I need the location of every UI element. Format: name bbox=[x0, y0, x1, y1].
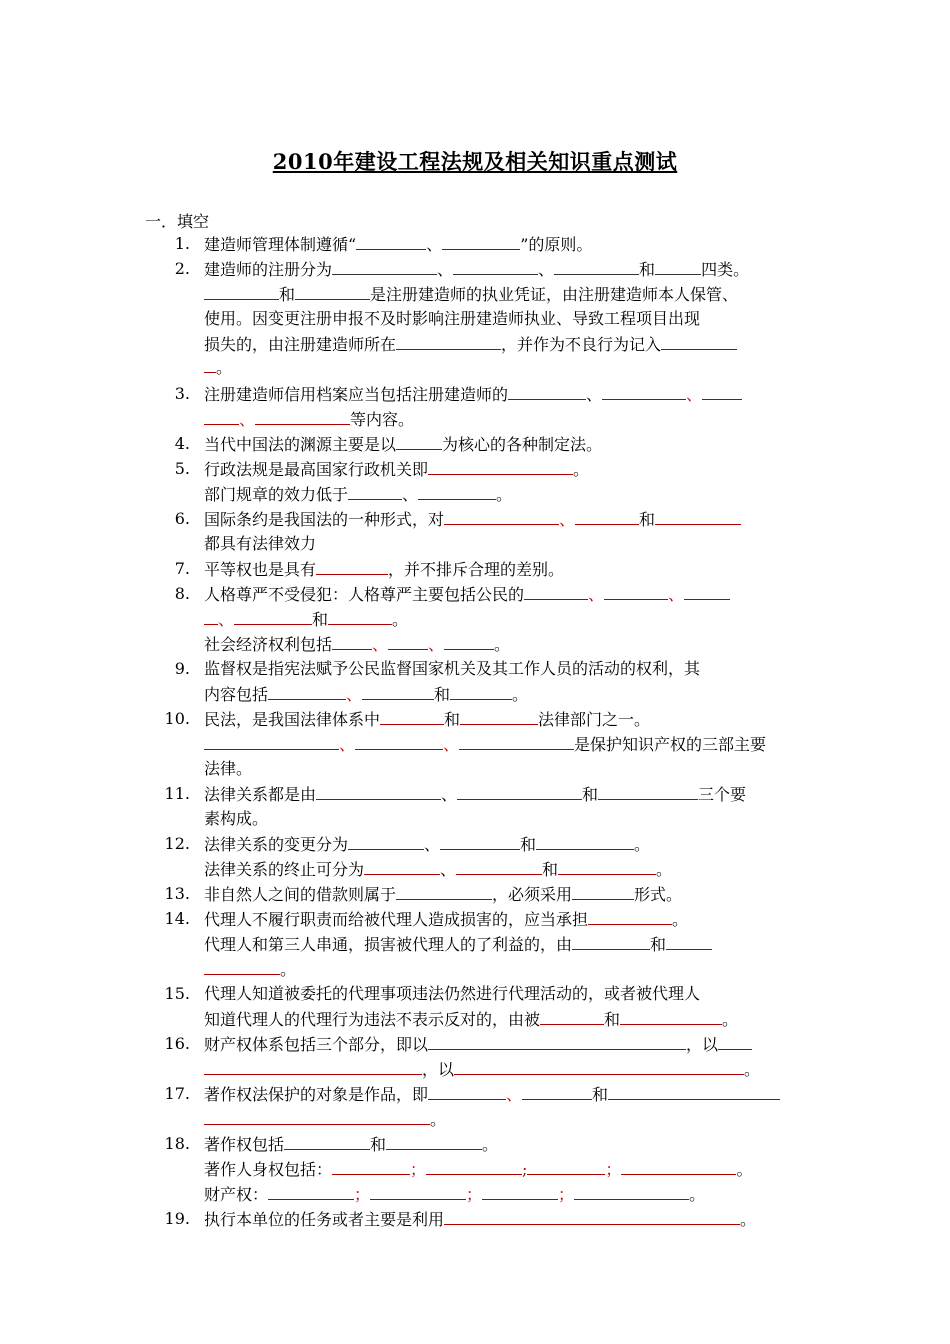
question-text: 执行本单位的任务或者主要是利用 bbox=[204, 1210, 445, 1229]
answer-blank[interactable] bbox=[355, 734, 443, 750]
question-number: 2. bbox=[174, 259, 190, 278]
question-line bbox=[204, 609, 408, 630]
answer-blank[interactable] bbox=[575, 509, 639, 525]
answer-blank[interactable] bbox=[540, 1009, 604, 1025]
question-text: 四类。 bbox=[701, 260, 750, 279]
question-text: 。 bbox=[634, 835, 651, 854]
answer-blank[interactable] bbox=[364, 859, 440, 875]
question-text: 知道代理人的代理行为违法不表示反对的，由被 bbox=[204, 1010, 541, 1029]
separator: ； bbox=[558, 1185, 575, 1204]
question-text: 和 bbox=[370, 1135, 387, 1154]
separator: 、 bbox=[218, 610, 235, 629]
question-text: 和 bbox=[604, 1010, 621, 1029]
answer-blank[interactable] bbox=[456, 859, 542, 875]
answer-blank[interactable] bbox=[442, 234, 520, 250]
answer-blank[interactable] bbox=[440, 834, 520, 850]
question-line bbox=[204, 484, 512, 505]
question-number: 15. bbox=[164, 984, 190, 1003]
question-text: 社会经济权利包括 bbox=[204, 635, 333, 654]
question-number: 18. bbox=[164, 1134, 190, 1153]
question-number: 16. bbox=[164, 1034, 190, 1053]
question-line bbox=[204, 309, 700, 329]
question-line bbox=[204, 1209, 756, 1230]
question-text: 代理人和第三人串通，损害被代理人的了利益的，由 bbox=[204, 935, 573, 954]
answer-blank[interactable] bbox=[428, 1084, 506, 1100]
separator: 、 bbox=[339, 735, 356, 754]
separator: 、 bbox=[428, 635, 445, 654]
separator: 、 bbox=[372, 635, 389, 654]
question-line bbox=[204, 984, 700, 1004]
answer-blank[interactable] bbox=[684, 584, 730, 600]
separator: 、 bbox=[506, 1085, 523, 1104]
answer-blank[interactable] bbox=[386, 1134, 482, 1150]
question-number: 12. bbox=[164, 834, 190, 853]
question-text: 是保护知识产权的三部主要 bbox=[574, 735, 767, 754]
answer-blank[interactable] bbox=[204, 1059, 422, 1075]
answer-blank[interactable] bbox=[295, 284, 370, 300]
question-text: 内容包括 bbox=[204, 685, 269, 704]
answer-blank[interactable] bbox=[428, 1034, 686, 1050]
question-text: 。 bbox=[392, 610, 409, 629]
separator: 、 bbox=[424, 835, 441, 854]
question-text: 和 bbox=[312, 610, 329, 629]
question-number: 11. bbox=[164, 784, 190, 803]
question-text: 。 bbox=[494, 635, 511, 654]
question-text: 非自然人之间的借款则属于 bbox=[204, 885, 397, 904]
question-text: 和 bbox=[582, 785, 599, 804]
answer-blank[interactable] bbox=[348, 484, 402, 500]
question-text: 财产权体系包括三个部分，即以 bbox=[204, 1035, 429, 1054]
separator: 、 bbox=[559, 510, 576, 529]
question-text: 和 bbox=[639, 510, 656, 529]
question-text: 建造师的注册分为 bbox=[204, 260, 333, 279]
answer-blank[interactable] bbox=[661, 334, 737, 350]
answer-blank[interactable] bbox=[621, 1159, 736, 1175]
question-text: 著作权法保护的对象是作品，即 bbox=[204, 1085, 429, 1104]
question-number: 14. bbox=[164, 909, 190, 928]
separator: 、 bbox=[586, 385, 603, 404]
answer-blank[interactable] bbox=[388, 634, 428, 650]
answer-blank[interactable] bbox=[332, 1159, 410, 1175]
separator: 、 bbox=[441, 785, 458, 804]
answer-blank[interactable] bbox=[362, 684, 434, 700]
question-text: ，并作为不良行为记入 bbox=[501, 335, 662, 354]
question-text: 和 bbox=[520, 835, 537, 854]
question-line bbox=[204, 1009, 738, 1030]
question-text: 。 bbox=[740, 1210, 757, 1229]
answer-blank[interactable] bbox=[588, 909, 672, 925]
question-text: 为核心的各种制定法。 bbox=[442, 435, 603, 454]
question-text: 代理人不履行职责而给被代理人造成损害的，应当承担 bbox=[204, 910, 589, 929]
question-text: 和 bbox=[650, 935, 667, 954]
separator: 、 bbox=[538, 260, 555, 279]
separator: ； bbox=[466, 1185, 483, 1204]
answer-blank[interactable] bbox=[459, 734, 574, 750]
question-text: 和 bbox=[639, 260, 656, 279]
question-text: 建造师管理体制遵循“ bbox=[204, 235, 357, 254]
question-line bbox=[204, 934, 712, 955]
question-text: 和 bbox=[434, 685, 451, 704]
separator: 、 bbox=[426, 235, 443, 254]
question-line bbox=[204, 684, 528, 705]
answer-blank[interactable] bbox=[204, 409, 239, 425]
question-text: 。 bbox=[722, 1010, 739, 1029]
question-line bbox=[204, 1034, 752, 1055]
question-line bbox=[204, 384, 742, 405]
question-text: 法律关系都是由 bbox=[204, 785, 317, 804]
question-line bbox=[204, 634, 510, 655]
question-line bbox=[204, 909, 688, 930]
question-text: 法律部门之一。 bbox=[538, 710, 651, 729]
answer-blank[interactable] bbox=[316, 559, 388, 575]
answer-blank[interactable] bbox=[426, 1159, 522, 1175]
question-text: 和 bbox=[542, 860, 559, 879]
answer-blank[interactable] bbox=[204, 609, 218, 625]
question-text: 。 bbox=[430, 1110, 447, 1129]
question-line bbox=[204, 809, 268, 829]
question-line bbox=[204, 784, 746, 805]
question-line bbox=[204, 959, 296, 980]
answer-blank[interactable] bbox=[655, 259, 701, 275]
question-line bbox=[204, 1134, 498, 1155]
question-line bbox=[204, 1184, 705, 1205]
answer-blank[interactable] bbox=[522, 1084, 592, 1100]
question-text: ，并不排斥合理的差别。 bbox=[388, 560, 565, 579]
answer-blank[interactable] bbox=[348, 834, 424, 850]
answer-blank[interactable] bbox=[508, 384, 586, 400]
question-text: 都具有法律效力 bbox=[204, 534, 317, 553]
question-number: 17. bbox=[164, 1084, 190, 1103]
answer-blank[interactable] bbox=[255, 409, 350, 425]
question-line bbox=[204, 734, 766, 755]
answer-blank[interactable] bbox=[268, 684, 346, 700]
answer-blank[interactable] bbox=[598, 784, 698, 800]
question-line bbox=[204, 1109, 446, 1130]
question-line bbox=[204, 859, 672, 880]
question-text: 人格尊严不受侵犯：人格尊严主要包括公民的 bbox=[204, 585, 525, 604]
separator: ; bbox=[522, 1160, 528, 1179]
question-line bbox=[204, 459, 589, 480]
page-title: 2010年建设工程法规及相关知识重点测试 bbox=[272, 149, 678, 174]
answer-blank[interactable] bbox=[558, 859, 656, 875]
question-number: 13. bbox=[164, 884, 190, 903]
question-number: 8. bbox=[174, 584, 190, 603]
answer-blank[interactable] bbox=[718, 1034, 752, 1050]
question-text: 。 bbox=[744, 1060, 761, 1079]
question-text: ，必须采用 bbox=[492, 885, 573, 904]
question-line bbox=[204, 1159, 752, 1180]
question-line bbox=[204, 1084, 780, 1105]
question-line bbox=[204, 659, 700, 679]
question-line bbox=[204, 759, 252, 779]
question-text: 。 bbox=[482, 1135, 499, 1154]
question-line bbox=[204, 709, 650, 730]
question-text: 著作人身权包括： bbox=[204, 1160, 333, 1179]
question-line bbox=[204, 357, 232, 378]
question-text: 损失的，由注册建造师所在 bbox=[204, 335, 397, 354]
answer-blank[interactable] bbox=[204, 959, 280, 975]
answer-blank[interactable] bbox=[268, 1184, 354, 1200]
answer-blank[interactable] bbox=[418, 484, 496, 500]
answer-blank[interactable] bbox=[574, 1184, 689, 1200]
question-text: 监督权是指宪法赋予公民监督国家机关及其工作人员的活动的权利，其 bbox=[204, 659, 701, 678]
question-text: 。 bbox=[496, 485, 513, 504]
answer-blank[interactable] bbox=[666, 934, 712, 950]
question-line bbox=[204, 534, 316, 554]
answer-blank[interactable] bbox=[702, 384, 742, 400]
question-text: 民法，是我国法律体系中 bbox=[204, 710, 381, 729]
question-number: 6. bbox=[174, 509, 190, 528]
separator: 、 bbox=[346, 685, 363, 704]
answer-blank[interactable] bbox=[356, 234, 426, 250]
answer-blank[interactable] bbox=[328, 609, 392, 625]
question-text: 当代中国法的渊源主要是以 bbox=[204, 435, 397, 454]
answer-blank[interactable] bbox=[527, 1159, 605, 1175]
answer-blank[interactable] bbox=[453, 259, 538, 275]
answer-blank[interactable] bbox=[604, 584, 668, 600]
answer-blank[interactable] bbox=[460, 709, 538, 725]
question-text: 和 bbox=[444, 710, 461, 729]
question-text: 使用。因变更注册申报不及时影响注册建造师执业、导致工程项目出现 bbox=[204, 309, 701, 328]
answer-blank[interactable] bbox=[608, 1084, 780, 1100]
separator: 、 bbox=[239, 410, 256, 429]
question-line bbox=[204, 1059, 760, 1080]
separator: 、 bbox=[588, 585, 605, 604]
question-text: 。 bbox=[689, 1185, 706, 1204]
question-text: 著作权包括 bbox=[204, 1135, 285, 1154]
question-text: 部门规章的效力低于 bbox=[204, 485, 349, 504]
question-text: ，以 bbox=[686, 1035, 719, 1054]
question-number: 3. bbox=[174, 384, 190, 403]
question-text: 。 bbox=[216, 358, 233, 377]
question-text: 等内容。 bbox=[350, 410, 415, 429]
question-text: 平等权也是具有 bbox=[204, 560, 317, 579]
answer-blank[interactable] bbox=[572, 934, 650, 950]
answer-blank[interactable] bbox=[572, 884, 634, 900]
question-line bbox=[204, 284, 738, 305]
question-line bbox=[204, 584, 730, 605]
answer-blank[interactable] bbox=[396, 434, 442, 450]
question-text: 法律关系的变更分为 bbox=[204, 835, 349, 854]
answer-blank[interactable] bbox=[370, 1184, 466, 1200]
answer-blank[interactable] bbox=[428, 459, 573, 475]
question-text: 是注册建造师的执业凭证，由注册建造师本人保管、 bbox=[370, 285, 739, 304]
answer-blank[interactable] bbox=[396, 334, 501, 350]
separator: 、 bbox=[668, 585, 685, 604]
section-heading: 一．填空 bbox=[145, 212, 210, 231]
answer-blank[interactable] bbox=[450, 684, 512, 700]
answer-blank[interactable] bbox=[536, 834, 634, 850]
question-text: 法律关系的终止可分为 bbox=[204, 860, 365, 879]
separator: ； bbox=[605, 1160, 622, 1179]
answer-blank[interactable] bbox=[204, 734, 339, 750]
separator: 、 bbox=[437, 260, 454, 279]
question-number: 7. bbox=[174, 559, 190, 578]
question-text: 法律。 bbox=[204, 759, 253, 778]
question-text: 形式。 bbox=[634, 885, 683, 904]
answer-blank[interactable] bbox=[655, 509, 741, 525]
answer-blank[interactable] bbox=[444, 634, 494, 650]
question-text: 注册建造师信用档案应当包括注册建造师的 bbox=[204, 385, 509, 404]
separator: ； bbox=[354, 1185, 371, 1204]
question-text: 行政法规是最高国家行政机关即 bbox=[204, 460, 429, 479]
question-line bbox=[204, 559, 564, 580]
separator: 、 bbox=[686, 385, 703, 404]
answer-blank[interactable] bbox=[396, 884, 492, 900]
question-text: ，以 bbox=[422, 1060, 455, 1079]
question-text: 。 bbox=[736, 1160, 753, 1179]
question-number: 9. bbox=[174, 659, 190, 678]
question-text: 素构成。 bbox=[204, 809, 269, 828]
answer-blank[interactable] bbox=[454, 1059, 744, 1075]
question-text: 。 bbox=[573, 460, 590, 479]
answer-blank[interactable] bbox=[380, 709, 444, 725]
question-text: 代理人知道被委托的代理事项违法仍然进行代理活动的，或者被代理人 bbox=[204, 984, 701, 1003]
separator: ； bbox=[410, 1160, 427, 1179]
question-number: 4. bbox=[174, 434, 190, 453]
question-number: 5. bbox=[174, 459, 190, 478]
answer-blank[interactable] bbox=[316, 784, 441, 800]
question-number: 1. bbox=[174, 234, 190, 253]
question-text: 。 bbox=[672, 910, 689, 929]
question-line bbox=[204, 334, 737, 355]
question-line bbox=[204, 259, 749, 280]
question-text: 财产权： bbox=[204, 1185, 269, 1204]
question-line bbox=[204, 834, 650, 855]
question-line bbox=[204, 434, 602, 455]
answer-blank[interactable] bbox=[234, 609, 312, 625]
question-line bbox=[204, 409, 414, 430]
answer-blank[interactable] bbox=[482, 1184, 558, 1200]
answer-blank[interactable] bbox=[554, 259, 639, 275]
separator: 、 bbox=[443, 735, 460, 754]
answer-blank[interactable] bbox=[332, 634, 372, 650]
question-line bbox=[204, 884, 682, 905]
question-text: 三个要 bbox=[698, 785, 747, 804]
answer-blank[interactable] bbox=[204, 1109, 430, 1125]
answer-blank[interactable] bbox=[620, 1009, 722, 1025]
question-line bbox=[204, 234, 592, 255]
question-number: 10. bbox=[164, 709, 190, 728]
answer-blank[interactable] bbox=[444, 1209, 740, 1225]
answer-blank[interactable] bbox=[204, 284, 279, 300]
question-text: 和 bbox=[279, 285, 296, 304]
separator: 、 bbox=[402, 485, 419, 504]
answer-blank[interactable] bbox=[457, 784, 582, 800]
answer-blank[interactable] bbox=[602, 384, 686, 400]
question-text: ”的原则。 bbox=[520, 235, 593, 254]
question-line bbox=[204, 509, 741, 530]
question-text: 国际条约是我国法的一种形式，对 bbox=[204, 510, 445, 529]
question-text: 。 bbox=[656, 860, 673, 879]
separator: 、 bbox=[440, 860, 457, 879]
answer-blank[interactable] bbox=[332, 259, 437, 275]
answer-blank[interactable] bbox=[284, 1134, 370, 1150]
question-number: 19. bbox=[164, 1209, 190, 1228]
answer-blank[interactable] bbox=[204, 357, 216, 373]
question-text: 和 bbox=[592, 1085, 609, 1104]
question-text: 。 bbox=[280, 960, 297, 979]
answer-blank[interactable] bbox=[444, 509, 559, 525]
question-text: 。 bbox=[512, 685, 529, 704]
answer-blank[interactable] bbox=[524, 584, 588, 600]
